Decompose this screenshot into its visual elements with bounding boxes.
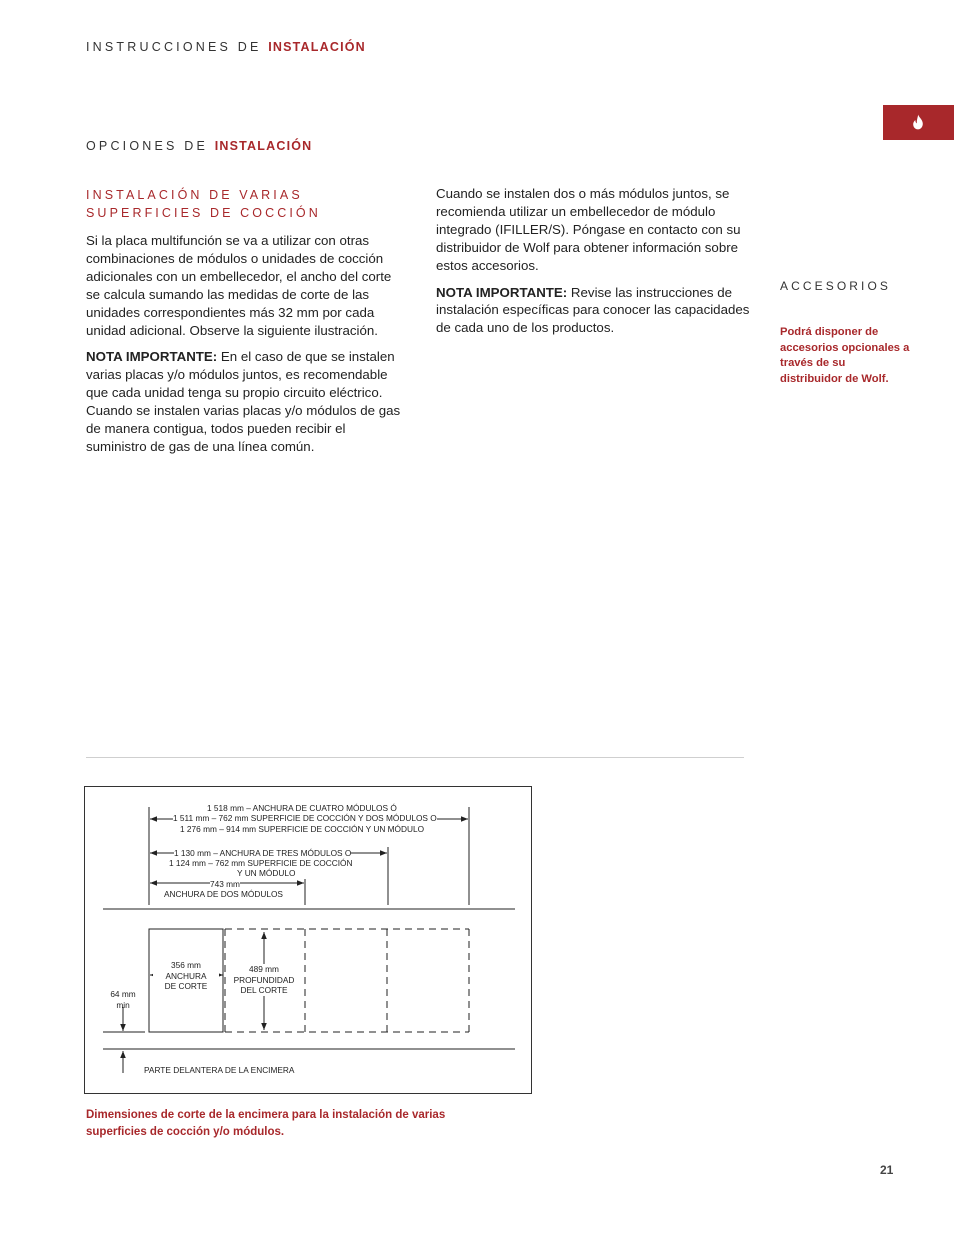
note-text: Revise las instrucciones de instalación específicas para conocer las capacidades de cada uno de los productos. (436, 284, 750, 336)
dim-label: DE CORTE (164, 981, 208, 991)
dim-label: 1 511 mm – 762 mm SUPERFICIE DE COCCIÓN Y DOS MÓDULOS O (173, 813, 437, 823)
dim-label: 1 276 mm – 914 mm SUPERFICIE DE COCCIÓN Y UN MÓDULO (180, 824, 425, 834)
dim-label: Y UN MÓDULO (237, 868, 296, 878)
section-prefix: OPCIONES DE (86, 139, 215, 153)
sidebar-text: Podrá disponer de accesorios opcionales a través de su distribuidor de Wolf. (780, 326, 910, 385)
dim-label: 1 124 mm – 762 mm SUPERFICIE DE COCCIÓN (169, 858, 353, 868)
note-label: NOTA IMPORTANTE: (436, 284, 568, 300)
dim-label: 489 mm (249, 964, 279, 974)
dim-label: 1 518 mm – ANCHURA DE CUATRO MÓDULOS Ó (207, 803, 397, 813)
divider (86, 757, 744, 758)
subheading: INSTALACIÓN DE VARIAS SUPERFICIES DE COCCIÓN (86, 188, 321, 220)
section-tab (883, 105, 954, 140)
column-left (86, 232, 406, 465)
dim-label: PROFUNDIDAD (233, 974, 295, 985)
dim-label: 64 mm (110, 989, 136, 999)
dim-label: ANCHURA (165, 970, 207, 981)
note-text: En el caso de que se instalen varias placas y/o módulos juntos, es recomendable que cada unidad tenga su propio circuito eléctrico. Cuando se instalen varias placas y/o módulos de gas de manera contigua, todos pueden recibir el suministro de gas de una línea común. (86, 349, 401, 454)
section-title (86, 139, 312, 153)
dim-label: 743 mm (210, 879, 240, 889)
note-label: NOTA IMPORTANTE: (86, 349, 218, 365)
flame-icon (912, 114, 924, 130)
header-emphasis: INSTALACIÓN (268, 40, 366, 54)
header-prefix: INSTRUCCIONES DE (86, 40, 269, 54)
dim-label: min (116, 999, 130, 1010)
dim-label: ANCHURA DE DOS MÓDULOS (164, 889, 283, 899)
cutout-diagram (84, 786, 532, 1094)
sidebar-title: ACCESORIOS (780, 279, 892, 293)
figure-caption: Dimensiones de corte de la encimera para la instalación de varias superficies de cocción y/o módulos. (86, 1109, 446, 1138)
dim-label: 1 130 mm – ANCHURA DE TRES MÓDULOS O (174, 848, 352, 858)
page-number: 21 (880, 1163, 894, 1177)
paragraph: Cuando se instalen dos o más módulos juntos, se recomienda utilizar un embellecedor de módulo integrado (IFILLER/S). Póngase en contacto con su distribuidor de Wolf para obtener información sobre estos accesorios. (436, 186, 741, 273)
dim-label: DEL CORTE (240, 985, 288, 995)
dim-label: 356 mm (171, 960, 201, 970)
cut-depth-label (229, 964, 299, 996)
min-label (103, 989, 143, 1010)
section-emphasis: INSTALACIÓN (214, 139, 313, 153)
paragraph: Si la placa multifunción se va a utilizar con otras combinaciones de módulos o unidades de cocción adicionales con un embellecedor, el ancho del corte se calcula sumando las medidas de corte de las unidades correspondientes más 32 mm por cada unidad adicional. Observe la siguiente ilustración. (86, 233, 392, 338)
front-label: PARTE DELANTERA DE LA ENCIMERA (144, 1065, 295, 1075)
page-header (86, 40, 366, 54)
column-right (436, 185, 761, 346)
paragraph (86, 348, 406, 455)
cut-width-label (153, 960, 219, 992)
paragraph (436, 284, 761, 338)
